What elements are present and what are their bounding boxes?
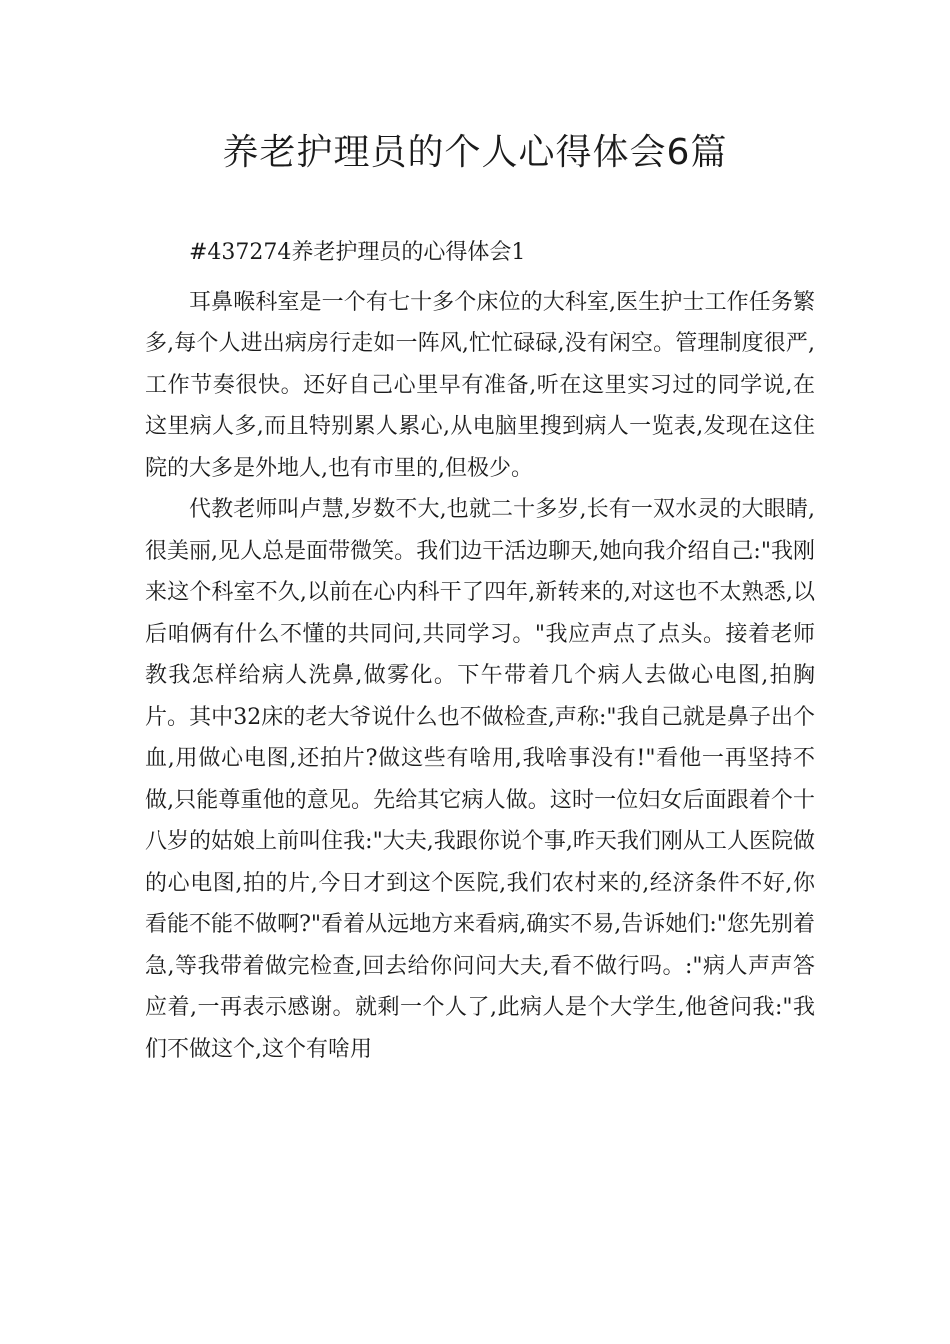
document-body xyxy=(145,232,815,1070)
section-heading: #437274养老护理员的心得体会1 xyxy=(189,240,526,265)
document-title: 养老护理员的个人心得体会6篇 xyxy=(222,132,728,173)
paragraph: 耳鼻喉科室是一个有七十多个床位的大科室,医生护士工作任务繁多,每个人进出病房行走如一阵风,忙忙碌碌,没有闲空。管理制度很严,工作节奏很快。还好自己心里早有准备,听在这里实习过的同学说,在这里病人多,而且特别累人累心,从电脑里搜到病人一览表,发现在这住院的大多是外地人,也有市里的,但极少。 xyxy=(145,289,815,481)
paragraph: 代教老师叫卢慧,岁数不大,也就二十多岁,长有一双水灵的大眼睛,很美丽,见人总是面带微笑。我们边干活边聊天,她向我介绍自己:"我刚来这个科室不久,以前在心内科干了四年,新转来的,对这也不太熟悉,以后咱俩有什么不懂的共同问,共同学习。"我应声点了点头。接着老师教我怎样给病人洗鼻,做雾化。下午带着几个病人去做心电图,拍胸片。其中32床的老大爷说什么也不做检查,声称:"我自己就是鼻子出个血,用做心电图,还拍片?做这些有啥用,我啥事没有!"看他一再坚持不做,只能尊重他的意见。先给其它病人做。这时一位妇女后面跟着个十八岁的姑娘上前叫住我:"大夫,我跟你说个事,昨天我们刚从工人医院做的心电图,拍的片,今日才到这个医院,我们农村来的,经济条件不好,你看能不能不做啊?"看着从远地方来看病,确实不易,告诉她们:"您先别着急,等我带着做完检查,回去给你问问大夫,看不做行吗。:"病人声声答应着,一再表示感谢。就剩一个人了,此病人是个大学生,他爸问我:"我们不做这个,这个有啥用 xyxy=(145,497,815,1062)
